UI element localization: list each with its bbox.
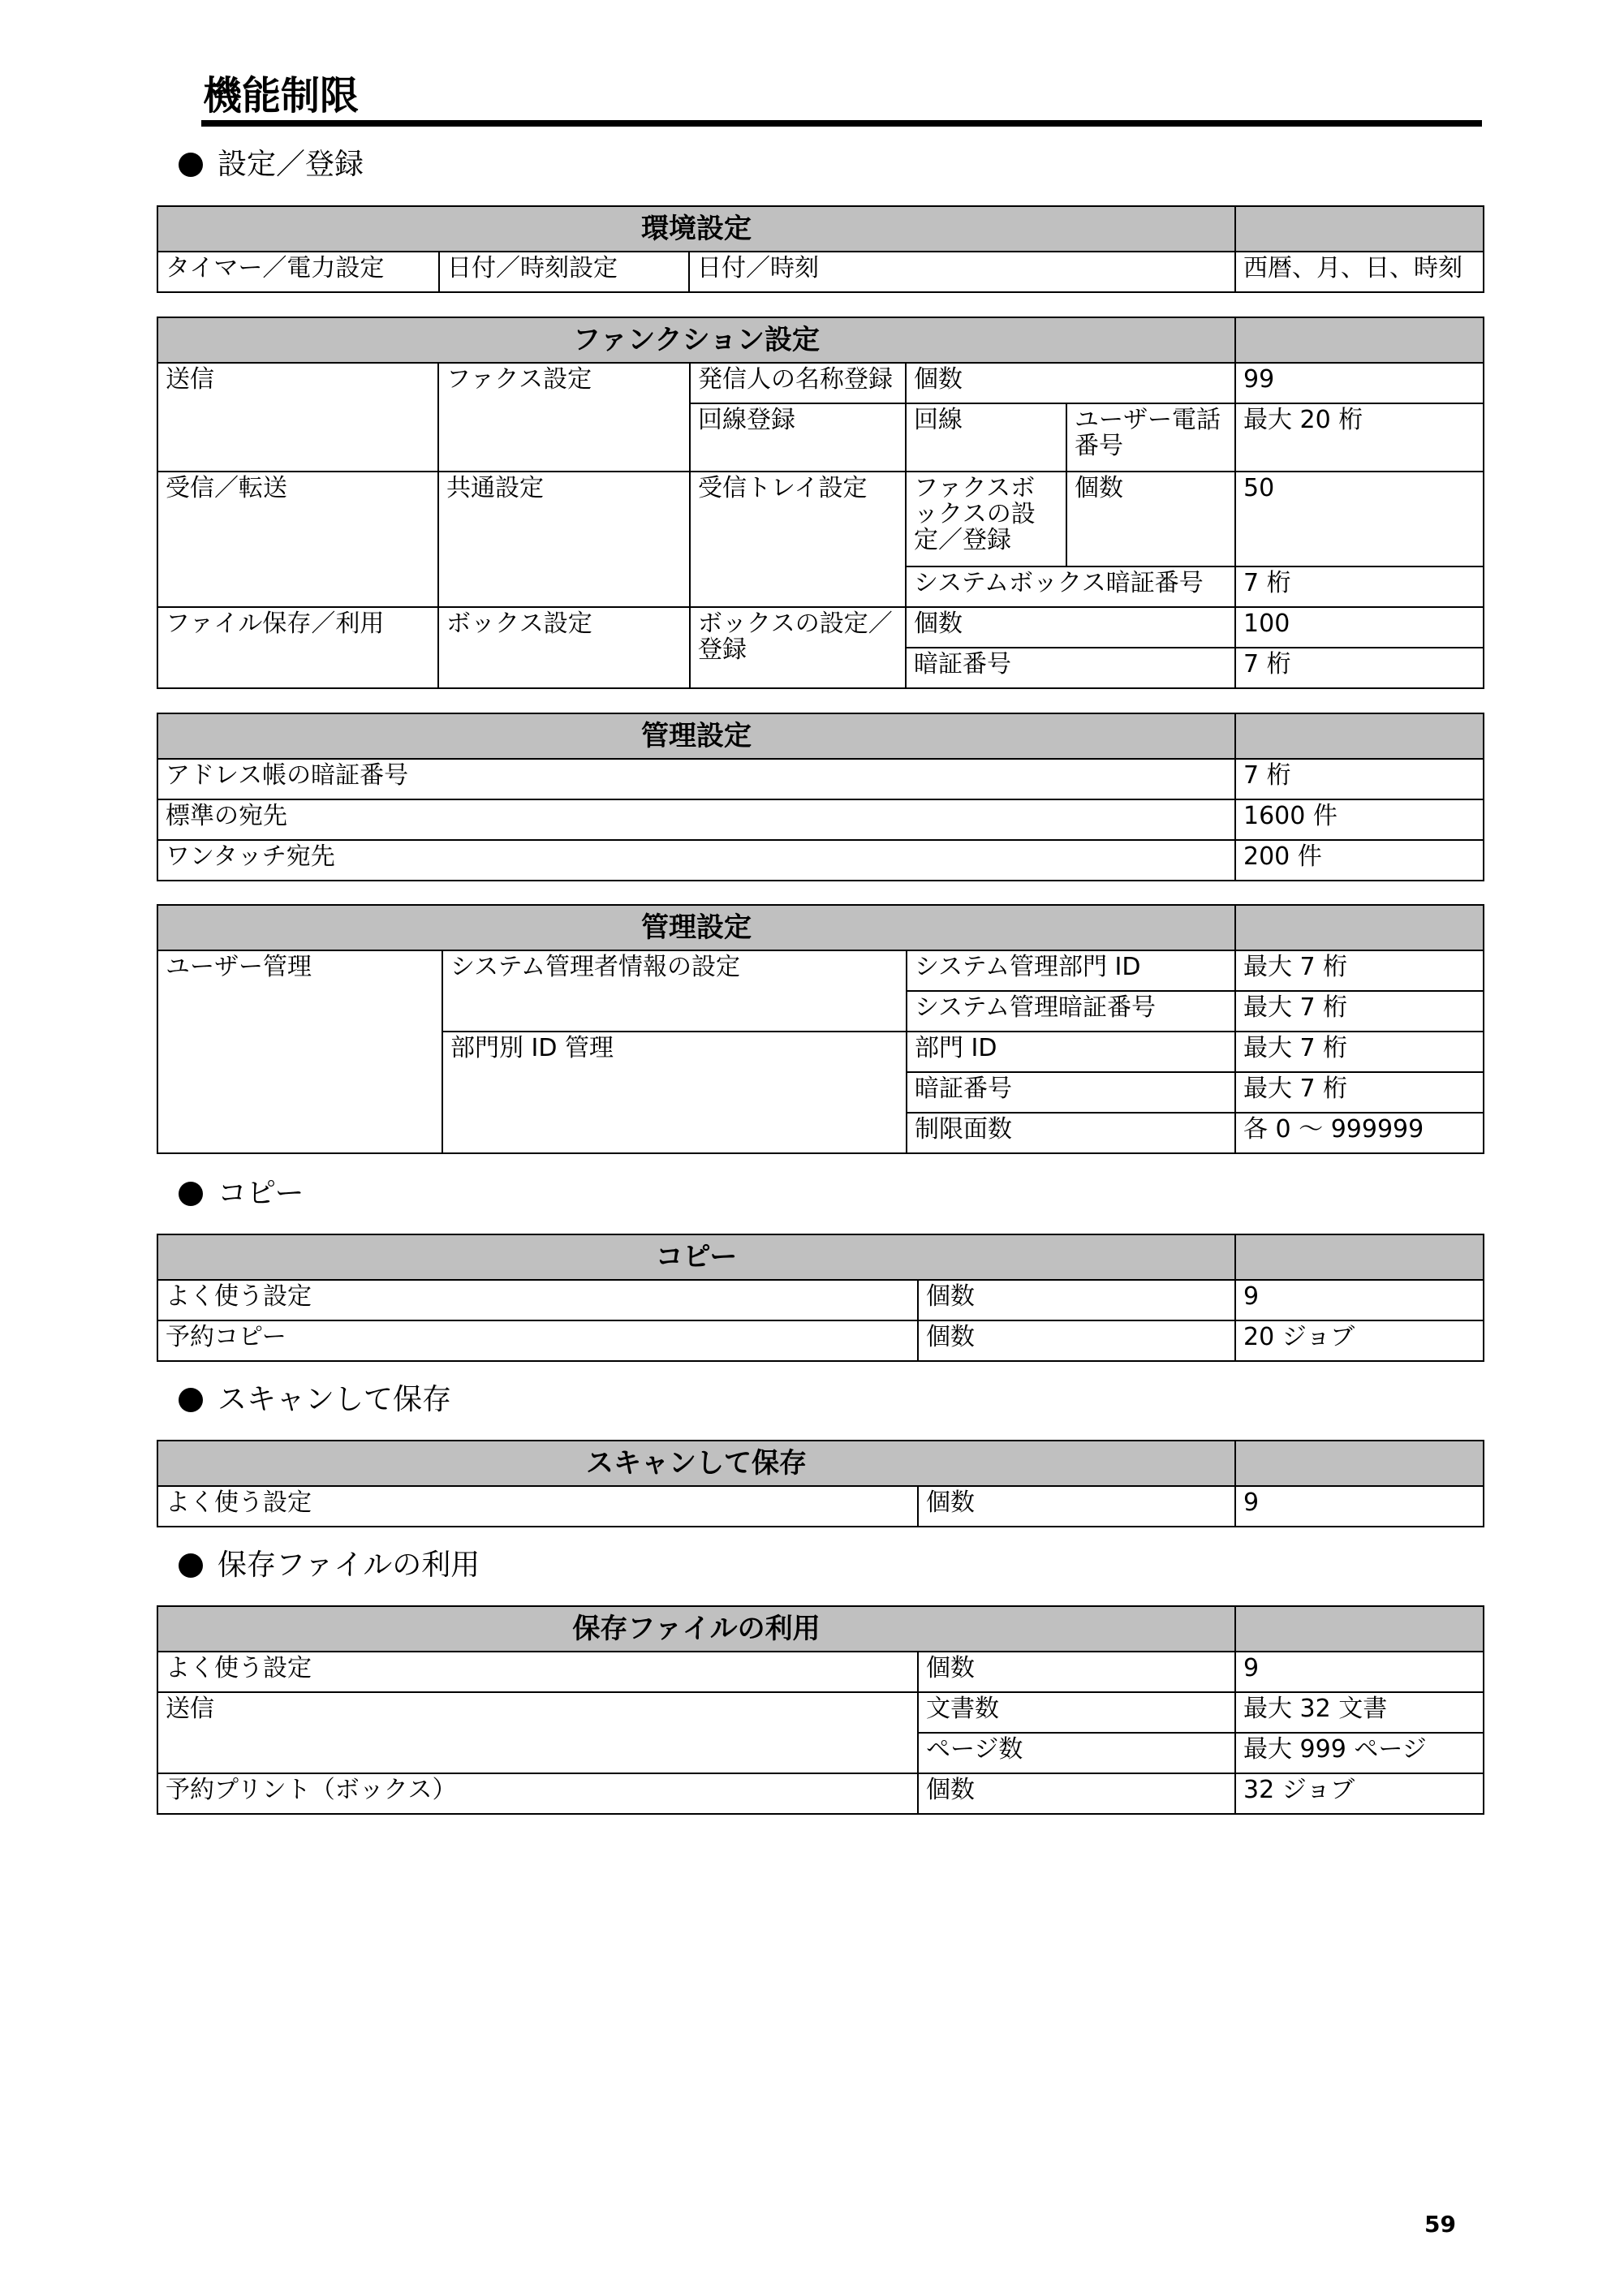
table-header: コピー <box>157 1234 1235 1280</box>
table-management-settings-user <box>157 904 1484 1154</box>
bullet-icon <box>179 1388 203 1412</box>
table-cell: 受信トレイ設定 <box>690 472 906 607</box>
table-cell: 個数 <box>918 1280 1235 1320</box>
table-cell: 予約プリント（ボックス） <box>157 1773 918 1814</box>
section-heading-scan-save <box>179 1381 451 1419</box>
table-cell: 個数 <box>906 363 1235 403</box>
table-cell: 個数 <box>906 607 1235 648</box>
table-cell: 50 <box>1235 472 1484 566</box>
section-heading-stored-files <box>179 1547 480 1584</box>
table-cell: 文書数 <box>918 1692 1235 1733</box>
table-copy <box>157 1234 1484 1362</box>
table-cell: 送信 <box>157 363 438 472</box>
table-cell: システムボックス暗証番号 <box>906 566 1235 607</box>
table-cell: 7 桁 <box>1235 759 1484 799</box>
table-cell: 日付／時刻 <box>689 252 1235 292</box>
table-header-blank <box>1235 905 1484 950</box>
table-cell: ユーザー管理 <box>157 950 442 1153</box>
table-cell: ボックスの設定／登録 <box>690 607 906 688</box>
table-header-blank <box>1235 1441 1484 1486</box>
table-cell: ページ数 <box>918 1733 1235 1773</box>
table-cell: 最大 7 桁 <box>1235 1032 1484 1072</box>
table-header-blank <box>1235 317 1484 363</box>
table-header: 保存ファイルの利用 <box>157 1606 1235 1652</box>
table-cell: 個数 <box>918 1773 1235 1814</box>
table-cell: 9 <box>1235 1280 1484 1320</box>
table-cell: 1600 件 <box>1235 799 1484 840</box>
table-cell: 7 桁 <box>1235 648 1484 688</box>
section-label: スキャンして保存 <box>218 1383 452 1416</box>
table-cell: 予約コピー <box>157 1320 918 1361</box>
section-label: 保存ファイルの利用 <box>218 1549 480 1582</box>
table-cell: 9 <box>1235 1652 1484 1692</box>
table-header-blank <box>1235 206 1484 252</box>
table-cell: 個数 <box>918 1486 1235 1527</box>
table-environment-settings <box>157 205 1484 293</box>
page-number: 59 <box>1424 2211 1456 2238</box>
table-cell: 受信／転送 <box>157 472 438 607</box>
table-scan-save <box>157 1440 1484 1527</box>
table-cell: システム管理部門 ID <box>907 950 1235 991</box>
table-cell: 回線 <box>906 403 1066 472</box>
table-header: 環境設定 <box>157 206 1235 252</box>
table-cell: 個数 <box>918 1652 1235 1692</box>
table-cell: 送信 <box>157 1692 918 1773</box>
table-cell: ボックス設定 <box>438 607 690 688</box>
table-cell: ファクスボックスの設定／登録 <box>906 472 1066 566</box>
table-cell: 個数 <box>1066 472 1235 566</box>
table-cell: 西暦、月、日、時刻 <box>1235 252 1484 292</box>
bullet-icon <box>179 153 203 177</box>
table-header: スキャンして保存 <box>157 1441 1235 1486</box>
table-cell: 最大 32 文書 <box>1235 1692 1484 1733</box>
table-cell: よく使う設定 <box>157 1652 918 1692</box>
table-cell: 個数 <box>918 1320 1235 1361</box>
table-cell: システム管理暗証番号 <box>907 991 1235 1032</box>
table-management-settings-address <box>157 713 1484 881</box>
table-header-blank <box>1235 1606 1484 1652</box>
section-label: 設定／登録 <box>218 148 364 181</box>
table-function-settings <box>157 317 1484 689</box>
table-cell: 最大 7 桁 <box>1235 1072 1484 1113</box>
table-cell: 100 <box>1235 607 1484 648</box>
table-cell: 共通設定 <box>438 472 690 607</box>
table-cell: 日付／時刻設定 <box>439 252 689 292</box>
bullet-icon <box>179 1182 203 1206</box>
bullet-icon <box>179 1553 203 1578</box>
table-cell: 最大 7 桁 <box>1235 950 1484 991</box>
table-cell: 最大 999 ページ <box>1235 1733 1484 1773</box>
table-cell: タイマー／電力設定 <box>157 252 439 292</box>
table-cell: ワンタッチ宛先 <box>157 840 1235 881</box>
table-cell: 回線登録 <box>690 403 906 472</box>
table-cell: ファイル保存／利用 <box>157 607 438 688</box>
table-cell: 最大 7 桁 <box>1235 991 1484 1032</box>
section-label: コピー <box>218 1177 304 1210</box>
table-cell: 200 件 <box>1235 840 1484 881</box>
table-cell: ファクス設定 <box>438 363 690 472</box>
table-cell: 99 <box>1235 363 1484 403</box>
table-cell: 各 0 ～ 999999 <box>1235 1113 1484 1153</box>
table-cell: 7 桁 <box>1235 566 1484 607</box>
table-cell: 部門別 ID 管理 <box>442 1032 907 1153</box>
table-cell: 最大 20 桁 <box>1235 403 1484 472</box>
table-cell: 32 ジョブ <box>1235 1773 1484 1814</box>
table-cell: ユーザー電話番号 <box>1066 403 1235 472</box>
page-title: 機能制限 <box>203 73 360 118</box>
section-heading-copy <box>179 1175 304 1213</box>
table-stored-files <box>157 1605 1484 1815</box>
table-cell: 制限面数 <box>907 1113 1235 1153</box>
table-cell: よく使う設定 <box>157 1486 918 1527</box>
table-header-blank <box>1235 1234 1484 1280</box>
table-header-blank <box>1235 713 1484 759</box>
table-header: ファンクション設定 <box>157 317 1235 363</box>
table-cell: 20 ジョブ <box>1235 1320 1484 1361</box>
table-cell: システム管理者情報の設定 <box>442 950 907 1032</box>
section-heading-settings <box>179 146 364 183</box>
table-cell: 9 <box>1235 1486 1484 1527</box>
table-cell: 暗証番号 <box>906 648 1235 688</box>
table-cell: アドレス帳の暗証番号 <box>157 759 1235 799</box>
table-cell: 標準の宛先 <box>157 799 1235 840</box>
table-header: 管理設定 <box>157 905 1235 950</box>
table-cell: 部門 ID <box>907 1032 1235 1072</box>
table-header: 管理設定 <box>157 713 1235 759</box>
title-rule <box>201 120 1482 127</box>
table-cell: 暗証番号 <box>907 1072 1235 1113</box>
table-cell: 発信人の名称登録 <box>690 363 906 403</box>
table-cell: よく使う設定 <box>157 1280 918 1320</box>
